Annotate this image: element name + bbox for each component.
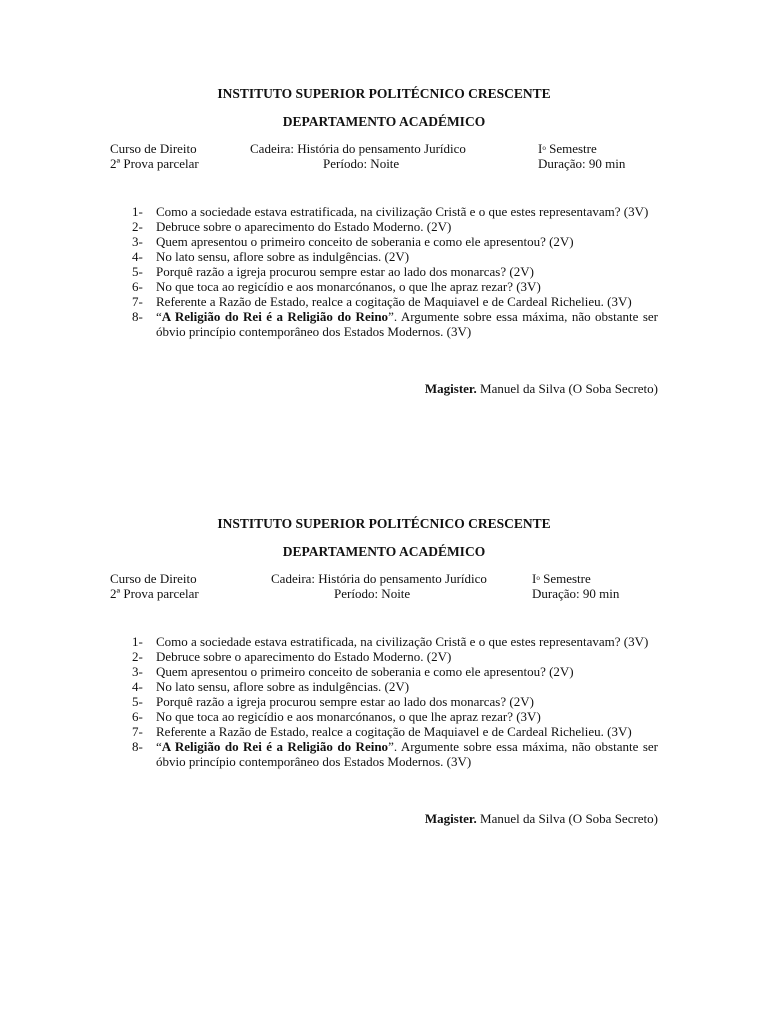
signature-title: Magister. — [424, 381, 477, 396]
question-item: 2- Debruce sobre o aparecimento do Estado Moderno. (2V) — [132, 219, 452, 234]
semester-label: $I^o$ Semestre — [538, 141, 597, 156]
question-item: 8- “A Religião do Rei é a Religião do Reino”. Argumente sobre essa máxima, não obstante ser óbvio princípio contemporâneo dos Estados Modernos. (3V) — [132, 309, 658, 339]
question-item: 7- Referente a Razão de Estado, realce a cogitação de Maquiavel e de Cardeal Richelieu. (3V) — [132, 724, 632, 739]
subject-label: Cadeira: História do pensamento Jurídico — [271, 571, 487, 586]
subject-label: Cadeira: História do pensamento Jurídico — [250, 141, 466, 156]
question-item: 6- No que toca ao regicídio e aos monarcónanos, o que lhe apraz rezar? (3V) — [132, 709, 541, 724]
question-item: 5- Porquê razão a igreja procurou sempre estar ao lado dos monarcas? (2V) — [132, 694, 534, 709]
exam-name-label: 2ª Prova parcelar — [110, 586, 199, 601]
exam-sheet-1 — [110, 86, 658, 396]
question-list — [110, 204, 658, 339]
signature-name: Manuel da Silva (O Soba Secreto) — [480, 381, 658, 396]
institute-title: INSTITUTO SUPERIOR POLITÉCNICO CRESCENTE — [217, 86, 551, 101]
signature — [110, 811, 658, 826]
department-title: DEPARTAMENTO ACADÉMICO — [282, 544, 486, 559]
question-list — [110, 634, 658, 769]
question-item: 4- No lato sensu, aflore sobre as indulgências. (2V) — [132, 249, 410, 264]
department-title: DEPARTAMENTO ACADÉMICO — [282, 114, 486, 129]
exam-name-label: 2ª Prova parcelar — [110, 156, 199, 171]
duration-label: Duração: 90 min — [538, 156, 626, 171]
question-item: 8- “A Religião do Rei é a Religião do Reino”. Argumente sobre essa máxima, não obstante ser óbvio princípio contemporâneo dos Estados Modernos. (3V) — [132, 739, 658, 769]
period-label: Período: Noite — [323, 156, 400, 171]
signature-name: Manuel da Silva (O Soba Secreto) — [480, 811, 658, 826]
question-item: 3- Quem apresentou o primeiro conceito de soberania e como ele apresentou? (2V) — [132, 664, 574, 679]
exam-sheet-2 — [110, 516, 658, 826]
course-label: Curso de Direito — [110, 141, 197, 156]
question-item: 4- No lato sensu, aflore sobre as indulgências. (2V) — [132, 679, 410, 694]
question-item: 1- Como a sociedade estava estratificada, na civilização Cristã e o que estes representavam? (3V) — [132, 634, 649, 649]
question-item: 5- Porquê razão a igreja procurou sempre estar ao lado dos monarcas? (2V) — [132, 264, 534, 279]
semester-label: $I^o$ Semestre — [532, 571, 591, 586]
duration-label: Duração: 90 min — [532, 586, 620, 601]
exam-info — [110, 571, 658, 601]
question-item: 1- Como a sociedade estava estratificada, na civilização Cristã e o que estes representavam? (3V) — [132, 204, 649, 219]
exam-info — [110, 141, 658, 171]
course-label: Curso de Direito — [110, 571, 197, 586]
signature-title: Magister. — [424, 811, 477, 826]
signature — [110, 381, 658, 396]
question-item: 2- Debruce sobre o aparecimento do Estado Moderno. (2V) — [132, 649, 452, 664]
institute-title: INSTITUTO SUPERIOR POLITÉCNICO CRESCENTE — [217, 516, 551, 531]
question-item: 6- No que toca ao regicídio e aos monarcónanos, o que lhe apraz rezar? (3V) — [132, 279, 541, 294]
question-item: 3- Quem apresentou o primeiro conceito de soberania e como ele apresentou? (2V) — [132, 234, 574, 249]
period-label: Período: Noite — [334, 586, 411, 601]
question-item: 7- Referente a Razão de Estado, realce a cogitação de Maquiavel e de Cardeal Richelieu. (3V) — [132, 294, 632, 309]
